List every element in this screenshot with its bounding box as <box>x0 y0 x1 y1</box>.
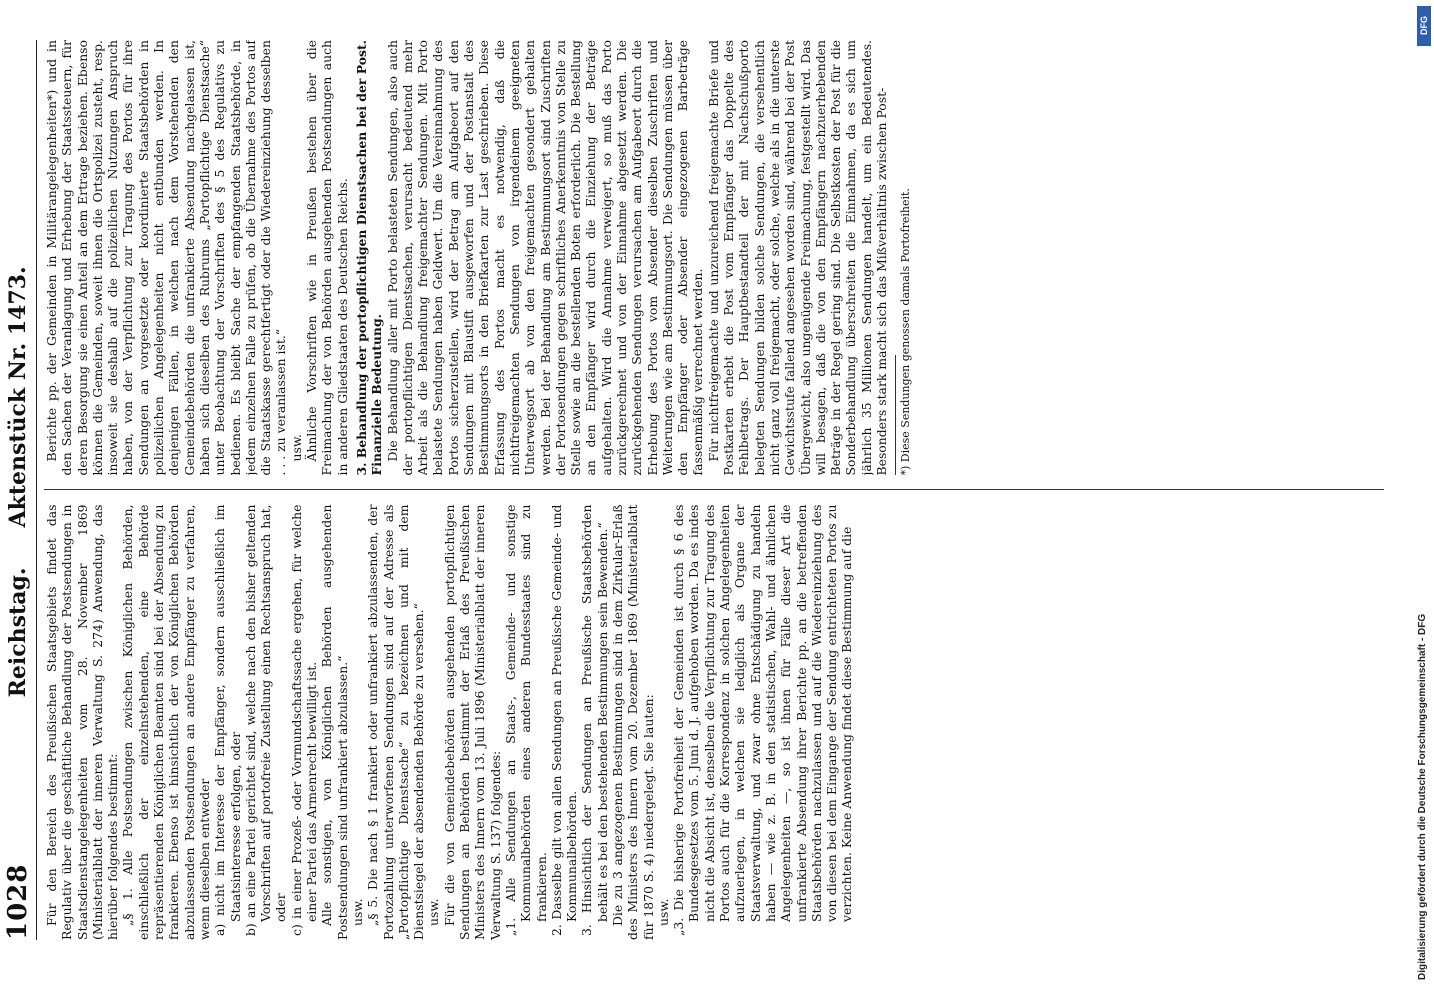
left-column-paragraph: „3. Die bisherige Portofreiheit der Gemeinden ist durch § 6 des Bundesgesetzes vom 5. Juni d. J. aufgehoben worden. Da es indes nicht die Absicht ist, denselben die Verpflichtung zur Tragung des Portos auch für die Korrespondenz in solchen Angelegenheiten aufzuerlegen, in welchen sie lediglich als Organe der Staatsverwaltung, und zwar ohne Entschädigung zu handeln haben — wie z. B. in den statistischen, Wahl- und ähnlichen Angelegenheiten —, so ist ihnen für Fälle dieser Art die unfrankierte Absendung ihrer Berichte pp. an die betreffenden Staatsbehörden nachzulassen und auf die Wiedereinziehung des von diesen bei dem Eingange der Sendung entrichteten Portos zu verzichten. Keine Anwendung findet diese Bestimmung auf die <box>671 504 855 936</box>
left-column-paragraph: „§ 1. Alle Postsendungen zwischen Königlichen Behörden, einschließlich der einzelnstehenden, eine Behörde repräsentierenden Königlichen Beamten sind bei der Absendung zu frankieren. Ebenso ist hinsichtlich der von Königlichen Behörden abzulassenden Postsendungen an andere Empfänger zu verfahren, wenn dieselben entweder <box>120 504 212 940</box>
page-number: 1028 <box>3 863 33 940</box>
left-column-paragraph: 3. Hinsichtlich der Sendungen an Preußische Staatsbehörden behält es bei den bestehenden Bestimmungen sein Bewenden.“ <box>579 504 610 936</box>
left-column-paragraph: 2. Dasselbe gilt von allen Sendungen an Preußische Gemeinde- und Kommunalbehörden. <box>548 504 580 936</box>
left-column-paragraph: c) in einer Prozeß- oder Vormundschaftssache ergehen, für welche einer Partei das Armenrecht bewilligt ist. <box>288 504 320 936</box>
left-column-paragraph: usw. <box>349 898 365 926</box>
right-column-paragraph: Ähnliche Vorschriften wie in Preußen bestehen über die Freimachung der von Behörden ausgehenden Postsendungen auch in anderen Gliedstaaten des Deutschen Reichs. <box>304 40 350 476</box>
digitization-credit <box>1414 0 1434 1000</box>
left-column-paragraph: b) an eine Partei gerichtet sind, welche nach den bisher geltenden Vorschriften auf portofreie Zustellung einen Rechtsanspruch hat, oder <box>242 504 289 936</box>
rotated-page <box>0 20 1384 960</box>
right-column-paragraph: Berichte pp. der Gemeinden in Militärangelegenheiten*) und in den Sachen der Veranlagung und Erhebung der Staatssteuern, für deren Besorgung sie einen Anteil an dem Ertrage beziehen. Ebenso können die Gemeinden, soweit ihnen die Ortspolizei zusteht, resp. insoweit sie deshalb auf die polizeilichen Nutzungen Anspruch haben, von der Verpflichtung zur Tragung des Portos für ihre Sendungen an vorgesetzte oder koordinierte Staatsbehörden in polizeilichen Angelegenheiten nicht entbunden werden. In denjenigen Fällen, in welchen nach dem Vorstehenden den Gemeindebehörden die unfrankierte Absendung nachgelassen ist, haben sich dieselben des Rubrums „Portopflichtige Dienstsache“ unter Beobachtung der Vorschriften des § 5 des Regulativs zu bedienen. Es bleibt Sache der empfangenden Staatsbehörde, in jedem einzelnen Falle zu prüfen, ob die Übernahme des Portos auf die Staatskasse gerechtfertigt oder die Wiedereinziehung desselben . . . zu veranlassen ist.“ <box>44 40 289 476</box>
left-column-paragraph: a) nicht im Interesse der Empfänger, sondern ausschließlich im Staatsinteresse erfolgen, oder <box>212 504 243 936</box>
left-column-paragraph: „1. Alle Sendungen an Staats-, Gemeinde- und sonstige Kommunalbehörden eines anderen Bundesstaates sind zu frankieren. <box>502 504 549 936</box>
left-column <box>44 505 1384 941</box>
header-title-left: Reichstag. <box>5 567 31 698</box>
footnote: *) Diese Sendungen genossen damals Portofreiheit. <box>899 188 913 476</box>
footnote-rule <box>895 356 896 476</box>
right-column-after-paragraph: Für nichtfreigemachte und unzureichend freigemachte Briefe und Postkarten erhebt die Post vom Empfänger das Doppelte des Fehlbetrags. Der Hauptbestandteil der mit Nachschußporto belegten Sendungen bilden solche Sendungen, die versehentlich nicht ganz voll freigemacht, oder solche, welche als in die unterste Gewichtsstufe fallend angesehen worden sind, während bei der Post Übergewicht, also ungenügende Freimachung, festgestellt wird. Das will besagen, daß die von den Empfängern nachzuerhebenden Beträge in der Regel gering sind. Die Selbstkosten der Post für die Sonderbehandlung überschreiten die Einnahmen, da es sich um jährlich 35 Millionen Sendungen handelt, um ein Bedeutendes. Besonders stark macht sich das Mißverhältnis zwischen Post- <box>705 40 890 476</box>
left-column-paragraph: Die zu 3 angezogenen Bestimmungen sind in dem Zirkular-Erlaß des Ministers des Innern vom 20. Dezember 1869 (Ministerialblatt für 1870 S. 4) niedergelegt. Sie lauten: <box>609 504 656 940</box>
header-title-right: Aktenstück Nr. 1473. <box>5 266 31 528</box>
right-column-paragraph: usw. <box>288 434 304 462</box>
right-column <box>44 40 1384 476</box>
credit-text: Digitalisierung gefördert durch die Deutsche Forschungsgemeinschaft - DFG <box>1417 613 1428 980</box>
column-divider <box>44 490 1384 491</box>
left-column-paragraph: usw. <box>655 898 671 926</box>
left-column-paragraph: Für den Bereich des Preußischen Staatsgebiets findet das Regulativ über die geschäftliche Behandlung der Postsendungen in Staatsdienstangelegenheiten vom 28. November 1869 (Ministerialblatt der inneren Verwaltung S. 274) Anwendung, das hierüber folgendes bestimmt: <box>44 504 121 940</box>
text-columns <box>44 40 1384 940</box>
left-column-paragraph: Alle sonstigen, von Königlichen Behörden ausgehenden Postsendungen sind unfrankiert abzulassen.“ <box>319 504 350 940</box>
right-column-after-paragraph: Die Behandlung aller mit Porto belasteten Sendungen, also auch der portopflichtigen Dienstsachen, verursacht bedeutend mehr Arbeit als die Behandlung freigemachter Sendungen. Mit Porto belastete Sendungen haben Geldwert. Um die Vereinnahmung des Portos sicherzustellen, wird der Betrag am Aufgabeort auf den Sendungen mit Blaustift ausgeworfen und der Postanstalt des Bestimmungsorts in den Briefkarten zur Last geschrieben. Diese Erfassung des Portos macht es notwendig, daß die nichtfreigemachten Sendungen von irgendeinem geeigneten Unterwegsort ab von den freigemachten gesondert gehalten werden. Bei der Behandlung am Bestimmungsort sind Zuschriften der Portosendungen gegen schriftliches Anerkenntnis von Stelle zu Stelle sowie an die bestellenden Boten erforderlich. Die Bestellung an den Empfänger wird durch die Einziehung der Beträge aufgehalten. Wird die Annahme verweigert, so muß das Porto zurückgerechnet und von der Einnahme abgesetzt werden. Die zurückgehenden Sendungen verursachen am Aufgabeort durch die Erhebung des Portos vom Absender dieselben Zuschriften und Weiterungen wie am Bestimmungsort. Die Sendungen müssen über den Empfänger oder Absender eingezogenen Barbeträge fassenmäßig verrechnet werden. <box>384 40 706 476</box>
left-column-paragraph: Für die von Gemeindebehörden ausgehenden portopflichtigen Sendungen an Behörden bestimmt der Erlaß des Preußischen Ministers des Innern vom 13. Juli 1896 (Ministerialblatt der inneren Verwaltung S. 137) folgendes: <box>441 504 503 940</box>
page-header <box>0 40 37 940</box>
section-heading: 3. Behandlung der portopflichtigen Dienstsachen bei der Post. Finanzielle Bedeutung. <box>353 40 385 476</box>
left-column-paragraph: usw. <box>426 898 442 926</box>
left-column-paragraph: „§ 5. Die nach § 1 frankiert oder unfrankiert abzulassenden, der Portozahlung unterworfenen Sendungen sind auf der Adresse als „Portopflichtige Dienstsache“ zu bezeichnen und mit dem Dienstsiegel der absendenden Behörde zu versehen.“ <box>365 504 427 940</box>
dfg-logo: DFG <box>1417 6 1431 46</box>
